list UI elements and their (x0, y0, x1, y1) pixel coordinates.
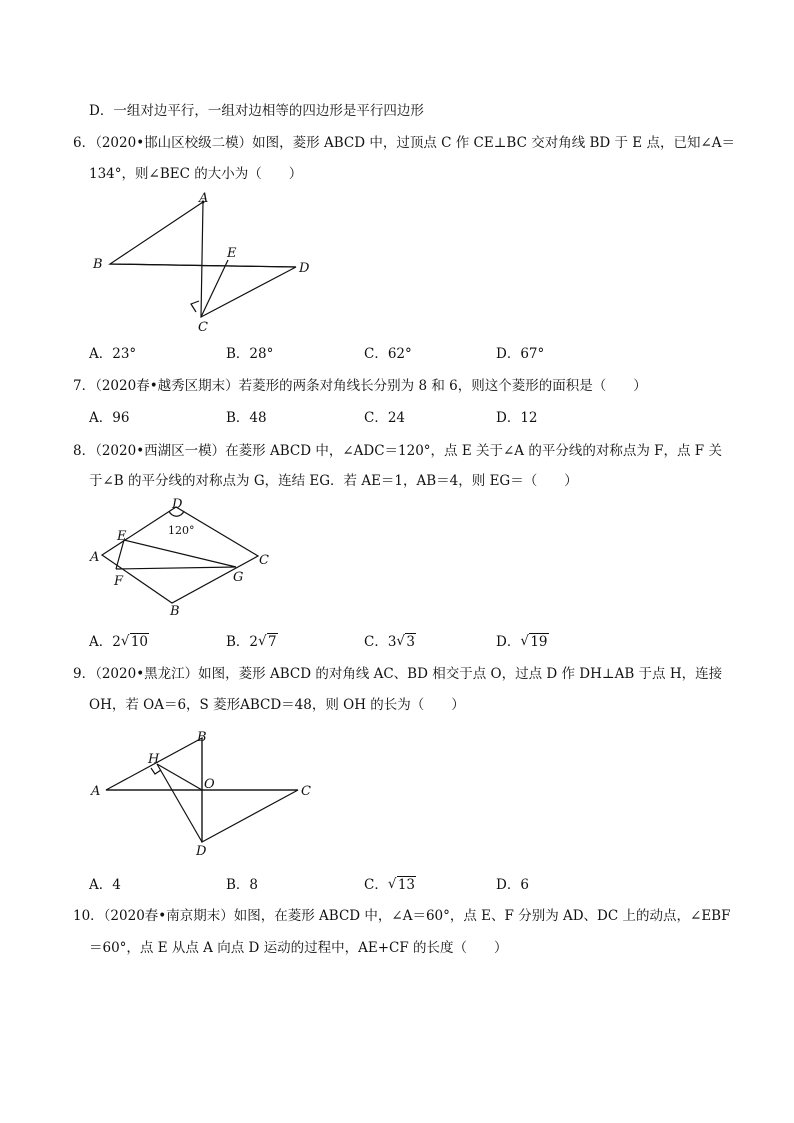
q9-option-b: B．8 (226, 877, 259, 893)
q9-figure (88, 726, 318, 861)
q6-label-a: A (199, 192, 209, 206)
q8-figure (86, 495, 286, 620)
q8-segment-ef (116, 540, 124, 569)
q9-segment-dh (157, 764, 202, 842)
q6-option-a: A．23° (89, 346, 137, 362)
q9-label-o: O (204, 777, 215, 792)
q6-stem-line1: 6．（2020•邯山区校级二模）如图，菱形 ABCD 中，过顶点 C 作 CE⊥BC 交对角线 BD 于 E 点，已知∠A＝ (73, 135, 736, 151)
q7-option-d: D．12 (496, 410, 538, 426)
q9-label-h: H (148, 752, 160, 767)
q8-option-c: C．3 √ 3 (364, 633, 416, 650)
q7-stem: 7．（2020春•越秀区期末）若菱形的两条对角线长分别为 8 和 6，则这个菱形的面积是（ ） (73, 378, 647, 394)
q8-label-c: C (259, 553, 269, 568)
q8-label-g: G (233, 570, 244, 585)
q8-stem-line1: 8．（2020•西湖区一模）在菱形 ABCD 中，∠ADC＝120°，点 E 关于∠A 的平分线的对称点为 F，点 F 关 (73, 443, 722, 459)
q8-option-a: A．2 √ 10 (89, 633, 149, 650)
q6-segment-ce (201, 260, 228, 317)
q8-stem-line2: 于∠B 的平分线的对称点为 G，连结 EG．若 AE＝1，AB＝4，则 EG＝（ ） (89, 473, 578, 489)
q10-stem-line1: 10．（2020春•南京期末）如图，在菱形 ABCD 中，∠A＝60°，点 E、F 分别为 AD、DC 上的动点，∠EBF (73, 908, 731, 924)
q8-segment-fg (116, 567, 236, 569)
q8-option-b: B．2 √ 7 (226, 633, 277, 650)
q8-segment-eg (124, 540, 236, 567)
q6-diagonal-bd (110, 264, 296, 267)
q8-label-a: A (90, 550, 100, 565)
q8-option-d: D． √ 19 (496, 633, 548, 650)
q6-option-b: B．28° (226, 346, 274, 362)
q6-figure (88, 192, 318, 337)
q6-rhombus (110, 202, 296, 317)
q6-stem-line2: 134°，则∠BEC 的大小为（ ） (89, 166, 303, 182)
q9-option-d: D．6 (496, 877, 529, 893)
q9-label-c: C (301, 784, 311, 799)
q9-option-c: C． √ 13 (364, 876, 416, 893)
q9-label-a: A (91, 784, 101, 799)
q6-label-b: B (93, 257, 103, 272)
q8-label-d: D (172, 497, 183, 512)
q7-option-a: A．96 (89, 410, 130, 426)
q9-stem-line1: 9．（2020•黑龙江）如图，菱形 ABCD 的对角线 AC、BD 相交于点 O，过点 D 作 DH⊥AB 于点 H，连接 (73, 666, 723, 682)
q8-rhombus (102, 507, 258, 603)
q9-label-d: D (196, 844, 207, 859)
q6-label-d: D (299, 261, 310, 276)
q9-stem-line2: OH，若 OA＝6，S 菱形ABCD＝48，则 OH 的长为（ ） (89, 697, 465, 713)
q7-option-b: B．48 (226, 410, 267, 426)
q6-option-d: D．67° (496, 346, 545, 362)
q9-option-a: A．4 (89, 877, 121, 893)
q7-option-c: C．24 (364, 410, 406, 426)
q9-label-b: B (197, 730, 207, 745)
q6-label-e: E (227, 246, 237, 261)
q6-label-c: C (198, 320, 208, 335)
q8-angle-label: 120° (168, 524, 195, 537)
q10-stem-line2: ＝60°，点 E 从点 A 向点 D 运动的过程中，AE+CF 的长度（ ） (89, 940, 508, 956)
q5-option-d: D．一组对边平行，一组对边相等的四边形是平行四边形 (89, 103, 424, 119)
q6-right-angle-mark (191, 301, 199, 312)
q8-label-f: F (114, 574, 124, 589)
q9-segment-oh (157, 764, 202, 790)
q8-label-b: B (170, 604, 180, 619)
q8-label-e: E (117, 529, 127, 544)
q6-option-c: C．62° (364, 346, 412, 362)
